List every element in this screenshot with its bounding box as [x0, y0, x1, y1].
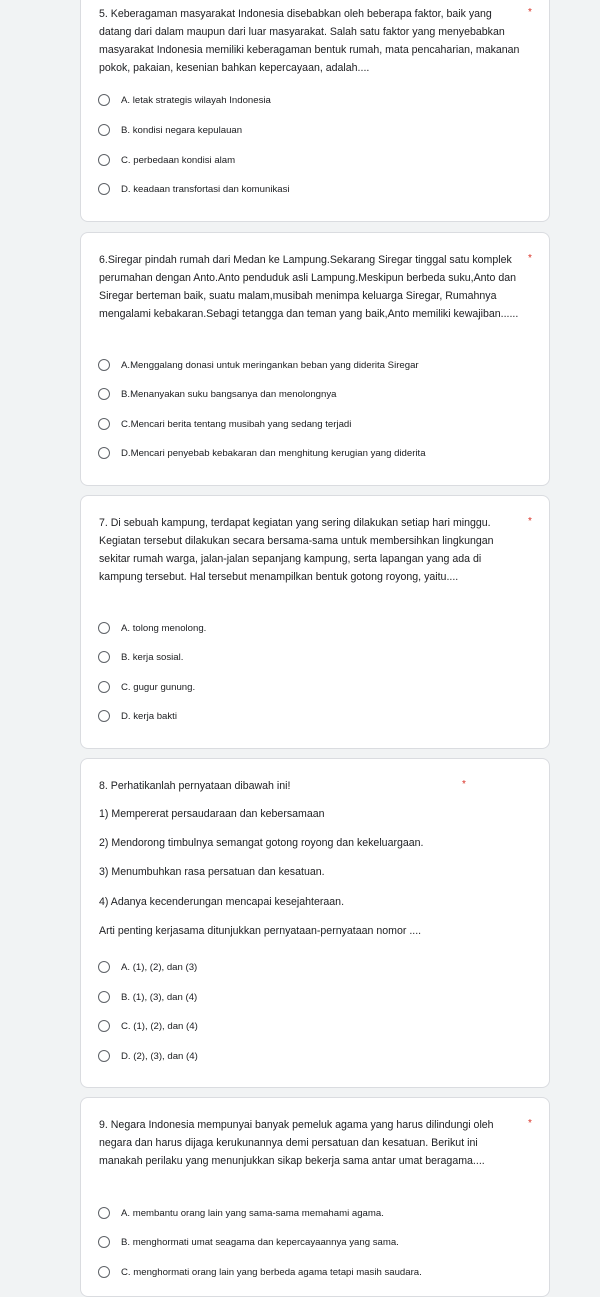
radio-circle-icon[interactable] [98, 124, 110, 136]
option-label: C. (1), (2), dan (4) [121, 1020, 198, 1032]
radio-circle-icon[interactable] [98, 1266, 110, 1278]
radio-circle-icon[interactable] [98, 388, 110, 400]
option-label: B. (1), (3), dan (4) [121, 991, 198, 1003]
statement-text: 1) Mempererat persaudaraan dan kebersamaan [99, 808, 325, 820]
option-label: B. kondisi negara kepulauan [121, 124, 243, 136]
option-radio[interactable] [98, 620, 206, 636]
question-card-8 [80, 758, 550, 1088]
option-radio[interactable] [98, 1264, 422, 1280]
question-card-7 [80, 495, 550, 749]
option-radio[interactable] [98, 989, 197, 1005]
radio-circle-icon[interactable] [98, 418, 110, 430]
question-title: 7. Di sebuah kampung, terdapat kegiatan yang sering dilakukan setiap hari minggu. Kegiatan tersebut dilakukan secara bersama-sama untuk membersihkan lingkungan sekitar rumah warga, jalan-jalan sepanjang kampung, serta lapangan yang ada di kampung tersebut. Hal tersebut menampilkan bentuk gotong royong, yaitu.... [99, 517, 494, 583]
option-radio[interactable] [98, 122, 242, 138]
radio-circle-icon[interactable] [98, 1020, 110, 1032]
option-label: A. letak strategis wilayah Indonesia [121, 94, 271, 106]
required-asterisk: * [528, 7, 532, 18]
radio-circle-icon[interactable] [98, 710, 110, 722]
question-title: 5. Keberagaman masyarakat Indonesia disebabkan oleh beberapa faktor, baik yang datang dari dalam maupun dari luar masyarakat. Salah satu faktor yang menyebabkan masyarakat Indonesia memiliki keberagaman bentuk rumah, mata pencaharian, makanan pokok, pakaian, kesenian bahkan kepercayaan, adalah.... [99, 8, 520, 74]
question-card-9 [80, 1097, 550, 1297]
option-radio[interactable] [98, 959, 197, 975]
radio-circle-icon[interactable] [98, 1236, 110, 1248]
option-label: A. (1), (2), dan (3) [121, 961, 198, 973]
statement-text: Arti penting kerjasama ditunjukkan pernyataan-pernyataan nomor .... [99, 925, 422, 937]
option-label: D. keadaan transfortasi dan komunikasi [121, 183, 290, 195]
radio-circle-icon[interactable] [98, 1207, 110, 1219]
radio-circle-icon[interactable] [98, 1050, 110, 1062]
option-radio[interactable] [98, 679, 195, 695]
radio-circle-icon[interactable] [98, 94, 110, 106]
radio-circle-icon[interactable] [98, 681, 110, 693]
statement-text: 3) Menumbuhkan rasa persatuan dan kesatuan. [99, 866, 325, 878]
radio-circle-icon[interactable] [98, 651, 110, 663]
option-label: D. kerja bakti [121, 710, 177, 722]
option-label: C. menghormati orang lain yang berbeda agama tetapi masih saudara. [121, 1266, 422, 1278]
option-radio[interactable] [98, 181, 290, 197]
option-label: A.Menggalang donasi untuk meringankan beban yang diderita Siregar [121, 359, 419, 371]
radio-circle-icon[interactable] [98, 183, 110, 195]
option-radio[interactable] [98, 92, 271, 108]
option-label: B.Menanyakan suku bangsanya dan menolongnya [121, 388, 337, 400]
option-label: B. kerja sosial. [121, 651, 184, 663]
statement-text: 2) Mendorong timbulnya semangat gotong royong dan kekeluargaan. [99, 837, 424, 849]
option-label: D. (2), (3), dan (4) [121, 1050, 198, 1062]
required-asterisk: * [528, 253, 532, 264]
option-radio[interactable] [98, 416, 351, 432]
option-label: C. perbedaan kondisi alam [121, 154, 236, 166]
radio-circle-icon[interactable] [98, 961, 110, 973]
required-asterisk: * [528, 516, 532, 527]
question-title: 9. Negara Indonesia mempunyai banyak pemeluk agama yang harus dilindungi oleh negara dan harus dijaga kerukunannya demi persatuan dan kesatuan. Berikut ini manakah perilaku yang menunjukkan sikap bekerja sama antar umat beragama.... [99, 1119, 494, 1167]
option-radio[interactable] [98, 445, 426, 461]
option-label: A. membantu orang lain yang sama-sama memahami agama. [121, 1207, 384, 1219]
option-radio[interactable] [98, 357, 419, 373]
option-radio[interactable] [98, 1205, 384, 1221]
radio-circle-icon[interactable] [98, 622, 110, 634]
question-card-6 [80, 232, 550, 486]
question-title: 8. Perhatikanlah pernyataan dibawah ini! [99, 780, 291, 792]
option-radio[interactable] [98, 1234, 399, 1250]
statement-text: 4) Adanya kecenderungan mencapai kesejahteraan. [99, 896, 345, 908]
radio-circle-icon[interactable] [98, 154, 110, 166]
required-asterisk: * [528, 1118, 532, 1129]
question-title: 6.Siregar pindah rumah dari Medan ke Lampung.Sekarang Siregar tinggal satu komplek perumahan dengan Anto.Anto penduduk asli Lampung.Meskipun berbeda suku,Anto dan Siregar berteman baik, suatu malam,musibah menimpa keluarga Siregar, Rumahnya mengalami kebakaran.Sebagi tetangga dan teman yang baik,Anto memiliki kewajiban...... [99, 254, 519, 320]
option-label: C.Mencari berita tentang musibah yang sedang terjadi [121, 418, 352, 430]
question-card-5 [80, 0, 550, 222]
required-asterisk: * [462, 779, 466, 790]
radio-circle-icon[interactable] [98, 447, 110, 459]
option-radio[interactable] [98, 152, 235, 168]
option-label: A. tolong menolong. [121, 622, 207, 634]
radio-circle-icon[interactable] [98, 359, 110, 371]
option-label: B. menghormati umat seagama dan kepercayaannya yang sama. [121, 1236, 399, 1248]
option-radio[interactable] [98, 649, 183, 665]
option-radio[interactable] [98, 708, 177, 724]
option-label: C. gugur gunung. [121, 681, 196, 693]
option-label: D.Mencari penyebab kebakaran dan menghitung kerugian yang diderita [121, 447, 426, 459]
option-radio[interactable] [98, 386, 336, 402]
option-radio[interactable] [98, 1018, 198, 1034]
option-radio[interactable] [98, 1048, 198, 1064]
radio-circle-icon[interactable] [98, 991, 110, 1003]
